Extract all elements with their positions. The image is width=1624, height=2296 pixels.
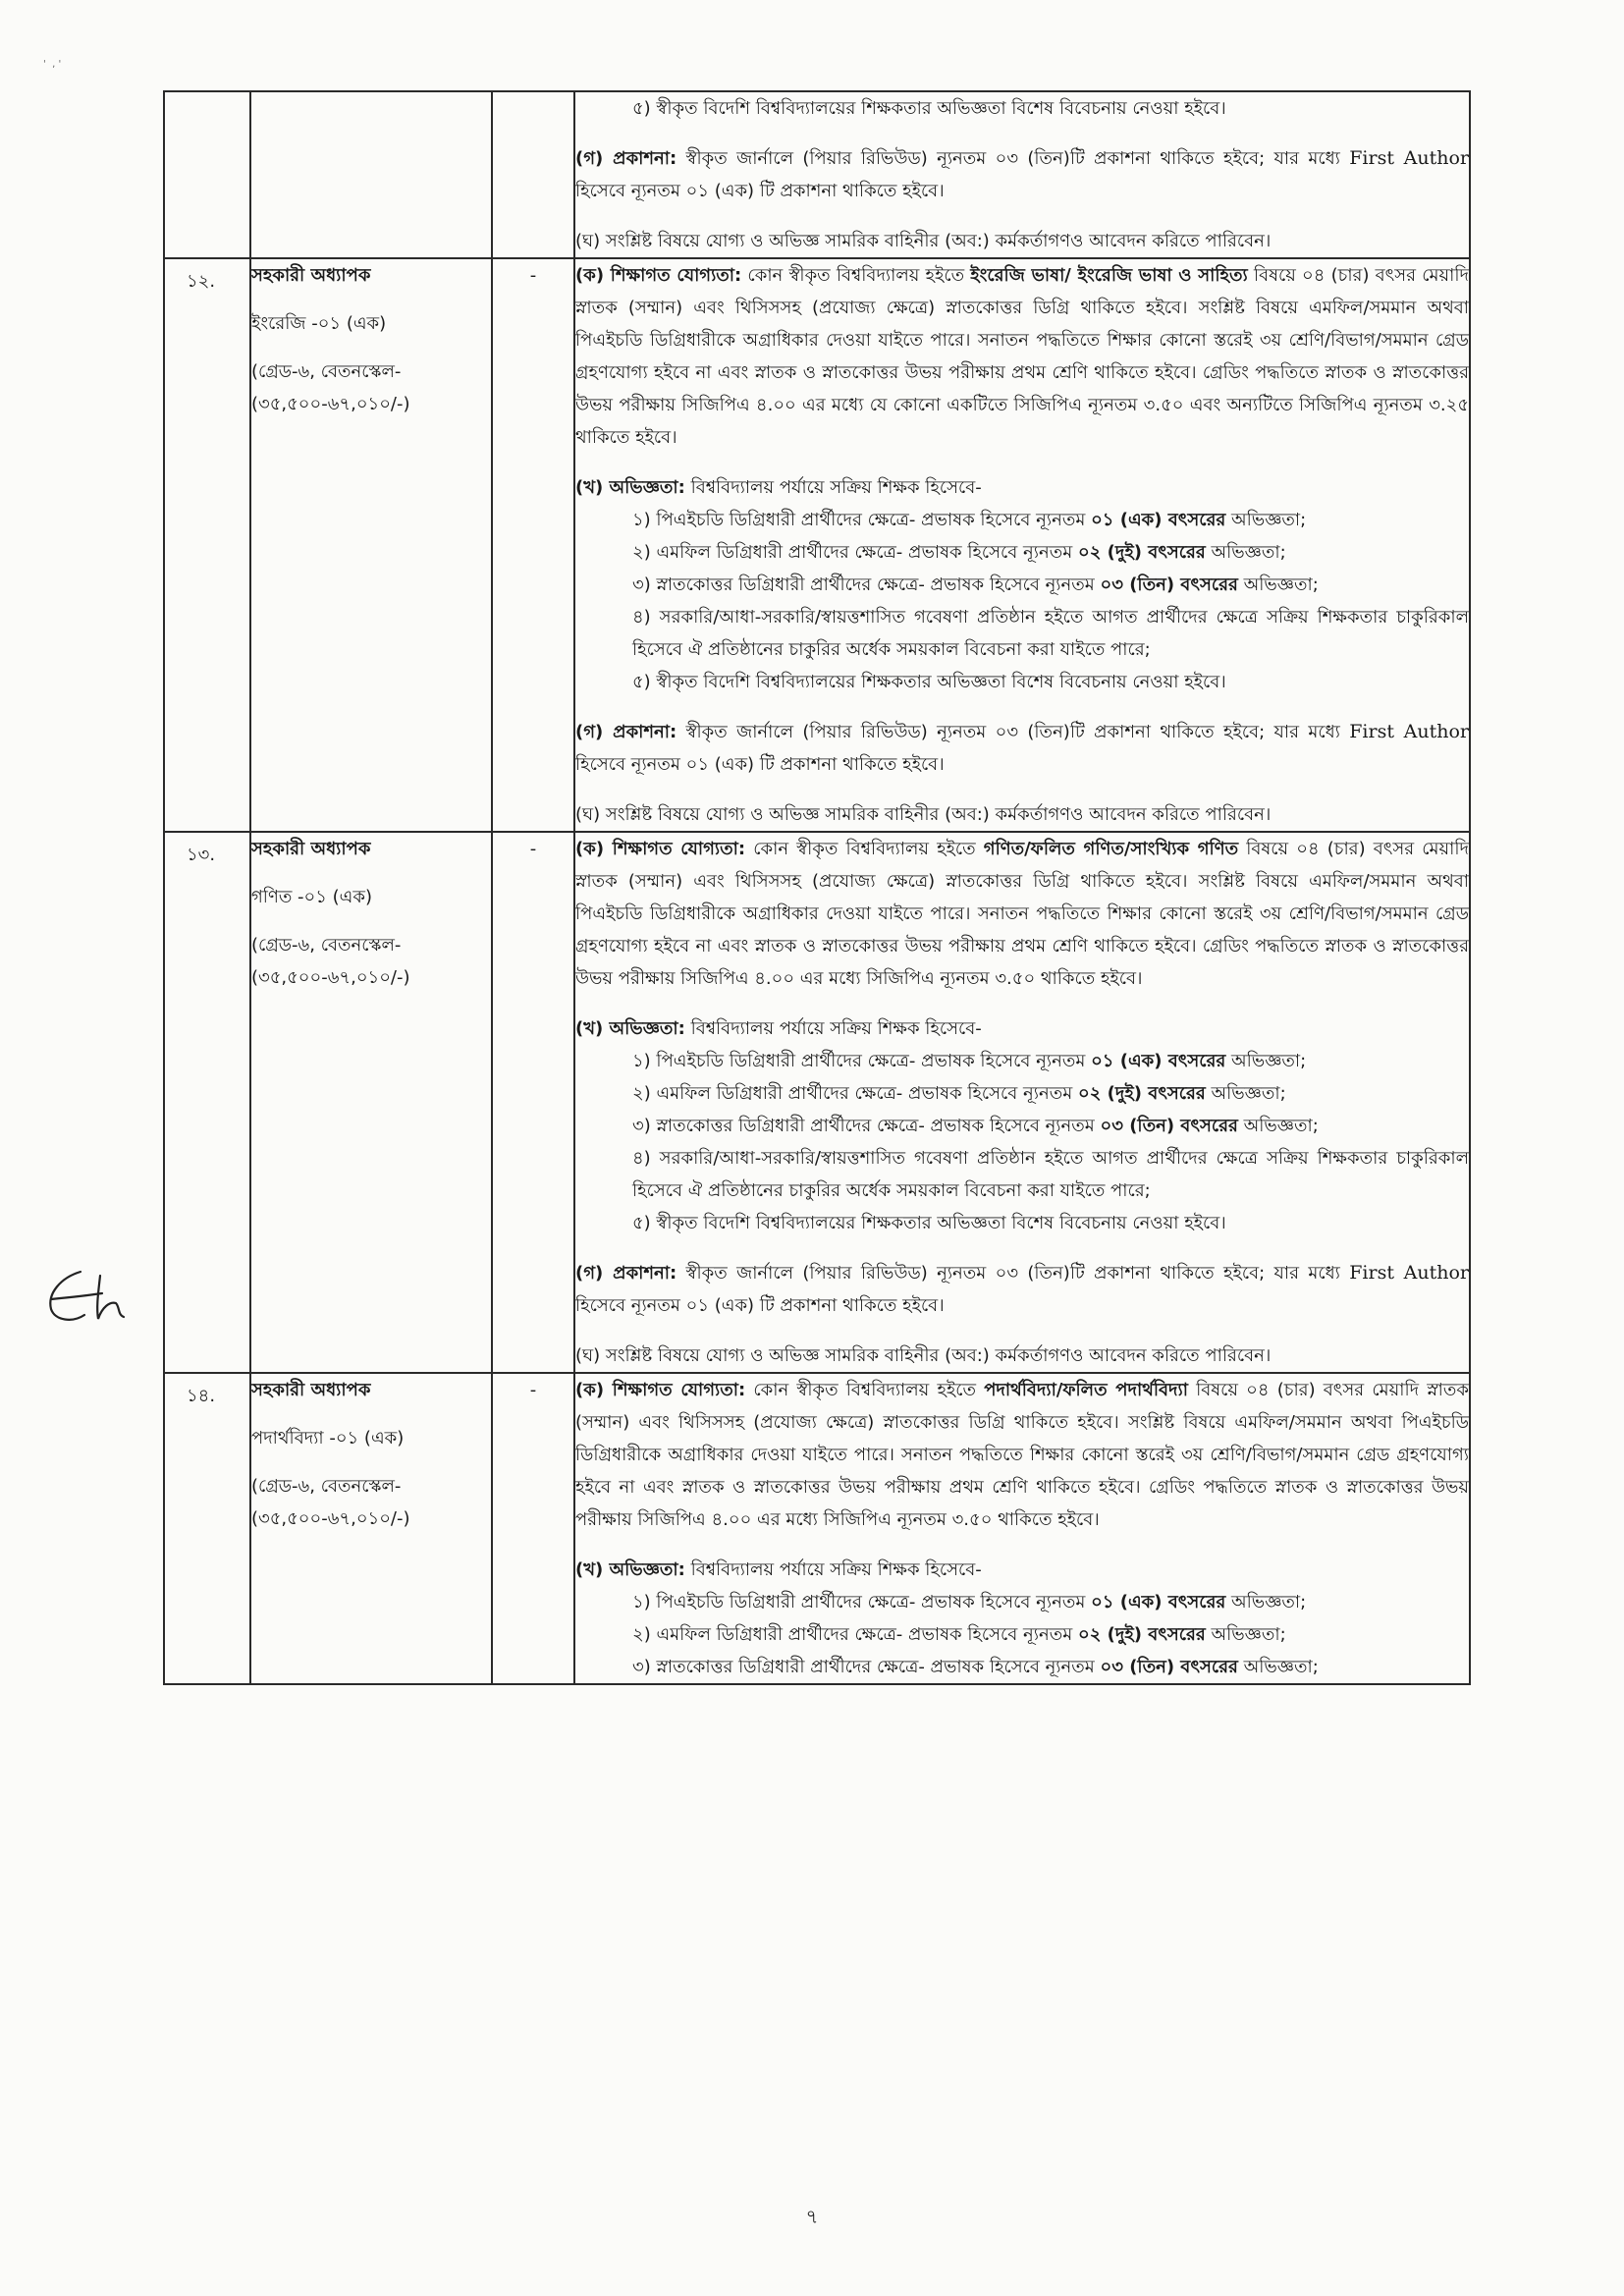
post-subject: পদার্থবিদ্যা -০১ (এক) (251, 1428, 405, 1449)
serial-number: ১৩. (187, 845, 216, 865)
scan-specks: ' , ' (43, 59, 62, 70)
serial-number: ১৪. (187, 1386, 216, 1406)
dash-cell: - (492, 832, 574, 1373)
details-cell (574, 832, 1470, 1373)
experience-item-3: ৩) স্নাতকোত্তর ডিগ্রিধারী প্রার্থীদের ক্ষেত্রে- প্রভাষক হিসেবে ন্যূনতম ০৩ (তিন) বৎসরের অভিজ্ঞতা; (632, 1116, 1319, 1136)
grade-line-1: (গ্রেড-৬, বেতনস্কেল- (251, 935, 402, 956)
education-section (575, 833, 1469, 995)
publication-section (575, 142, 1469, 207)
experience-item-1: ১) পিএইচডি ডিগ্রিধারী প্রার্থীদের ক্ষেত্রে- প্রভাষক হিসেবে ন্যূনতম ০১ (এক) বৎসরের অভিজ্ঞতা; (632, 510, 1307, 530)
grade-line-2: (৩৫,৫০০-৬৭,০১০/-) (251, 1508, 410, 1529)
serial-cell (164, 91, 250, 258)
experience-intro: বিশ্ববিদ্যালয় পর্যায়ে সক্রিয় শিক্ষক হিসেবে- (690, 1559, 982, 1580)
experience-section (575, 1554, 1469, 1683)
experience-item-3: ৩) স্নাতকোত্তর ডিগ্রিধারী প্রার্থীদের ক্ষেত্রে- প্রভাষক হিসেবে ন্যূনতম ০৩ (তিন) বৎসরের অভিজ্ঞতা; (632, 1657, 1319, 1677)
military-note: (ঘ) সংশ্লিষ্ট বিষয়ে যোগ্য ও অভিজ্ঞ সামরিক বাহিনীর (অব:) কর্মকর্তাগণও আবেদন করিতে পারিবেন। (575, 1345, 1272, 1366)
table-row (164, 1373, 1470, 1684)
experience-intro: বিশ্ববিদ্যালয় পর্যায়ে সক্রিয় শিক্ষক হিসেবে- (690, 1018, 982, 1039)
education-pre: কোন স্বীকৃত বিশ্ববিদ্যালয় হইতে (747, 265, 965, 286)
education-section (575, 1374, 1469, 1536)
details-cell (574, 1373, 1470, 1684)
publication-section: (গ) প্রকাশনা: স্বীকৃত জার্নালে (পিয়ার রিভিউড) ন্যূনতম ০৩ (তিন)টি প্রকাশনা থাকিতে হইবে; যার মধ্যে First Author হিসেবে ন্যূনতম ০১ (এক) টি প্রকাশনা থাকিতে হইবে। (575, 1262, 1469, 1316)
experience-item-3: ৩) স্নাতকোত্তর ডিগ্রিধারী প্রার্থীদের ক্ষেত্রে- প্রভাষক হিসেবে ন্যূনতম ০৩ (তিন) বৎসরের অভিজ্ঞতা; (632, 574, 1319, 595)
experience-item-4: ৪) সরকারি/আধা-সরকারি/স্বায়ত্তশাসিত গবেষণা প্রতিষ্ঠান হইতে আগত প্রার্থীদের ক্ষেত্রে সক্রিয় শিক্ষকতার চাকুরিকাল হিসেবে ঐ প্রতিষ্ঠানের চাকুরির অর্ধেক সময়কাল বিবেচনা করা যাইতে পারে; (632, 1148, 1469, 1201)
experience-label: (খ) অভিজ্ঞতা: (575, 1018, 685, 1039)
grade-line-1: (গ্রেড-৬, বেতনস্কেল- (251, 1476, 402, 1497)
qualification-table (163, 90, 1471, 1685)
publication-text-2: হিসেবে ন্যূনতম ০১ (এক) টি প্রকাশনা থাকিতে হইবে। (575, 181, 945, 201)
first-author-text: First Author (1349, 147, 1469, 169)
page-number: ৭ (805, 2205, 819, 2228)
experience-item-4: ৪) সরকারি/আধা-সরকারি/স্বায়ত্তশাসিত গবেষণা প্রতিষ্ঠান হইতে আগত প্রার্থীদের ক্ষেত্রে সক্রিয় শিক্ষকতার চাকুরিকাল হিসেবে ঐ প্রতিষ্ঠানের চাকুরির অর্ধেক সময়কাল বিবেচনা করা যাইতে পারে; (632, 607, 1469, 660)
education-subject: গণিত/ফলিত গণিত/সাংখ্যিক গণিত (983, 839, 1239, 859)
experience-item-2: ২) এমফিল ডিগ্রিধারী প্রার্থীদের ক্ষেত্রে- প্রভাষক হিসেবে ন্যূনতম ০২ (দুই) বৎসরের অভিজ্ঞতা; (632, 542, 1286, 563)
education-label: (ক) শিক্ষাগত যোগ্যতা: (575, 1380, 746, 1400)
experience-item-5: ৫) স্বীকৃত বিদেশি বিশ্ববিদ্যালয়ের শিক্ষকতার অভিজ্ঞতা বিশেষ বিবেচনায় নেওয়া হইবে। (632, 1213, 1226, 1233)
grade-line-1: (গ্রেড-৬, বেতনস্কেল- (251, 361, 402, 382)
education-text: বিষয়ে ০৪ (চার) বৎসর মেয়াদি স্নাতক (সম্মান) এবং থিসিসসহ (প্রযোজ্য ক্ষেত্রে) স্নাতকোত্তর ডিগ্রি থাকিতে হইবে। সংশ্লিষ্ট বিষয়ে এমফিল/সমমান অথবা পিএইচডি ডিগ্রিধারীকে অগ্রাধিকার দেওয়া যাইতে পারে। সনাতন পদ্ধতিতে শিক্ষার কোনো স্তরেই ৩য় শ্রেণি/বিভাগ/সমমান গ্রেড গ্রহণযোগ্য হইবে না এবং স্নাতক ও স্নাতকোত্তর উভয় পরীক্ষায় প্রথম শ্রেণি থাকিতে হইবে। গ্রেডিং পদ্ধতিতে স্নাতক ও স্নাতকোত্তর উভয় পরীক্ষায় সিজিপিএ ৪.০০ এর মধ্যে সিজিপিএ ন্যূনতম ৩.৫০ থাকিতে হইবে। (575, 839, 1469, 989)
education-label: (ক) শিক্ষাগত যোগ্যতা: (575, 265, 742, 286)
education-label: (ক) শিক্ষাগত যোগ্যতা: (575, 839, 746, 859)
military-note: (ঘ) সংশ্লিষ্ট বিষয়ে যোগ্য ও অভিজ্ঞ সামরিক বাহিনীর (অব:) কর্মকর্তাগণও আবেদন করিতে পারিবেন। (575, 231, 1272, 251)
table-row-continuation (164, 91, 1470, 258)
experience-item-5: ৫) স্বীকৃত বিদেশি বিশ্ববিদ্যালয়ের শিক্ষকতার অভিজ্ঞতা বিশেষ বিবেচনায় নেওয়া হইবে। (632, 98, 1226, 119)
handwritten-initials (41, 1264, 149, 1333)
post-title: সহকারী অধ্যাপক (251, 1380, 371, 1400)
experience-item-2: ২) এমফিল ডিগ্রিধারী প্রার্থীদের ক্ষেত্রে- প্রভাষক হিসেবে ন্যূনতম ০২ (দুই) বৎসরের অভিজ্ঞতা; (632, 1624, 1286, 1645)
details-cell (574, 91, 1470, 258)
table-row (164, 832, 1470, 1373)
post-title: সহকারী অধ্যাপক (251, 265, 371, 286)
experience-item-5: ৫) স্বীকৃত বিদেশি বিশ্ববিদ্যালয়ের শিক্ষকতার অভিজ্ঞতা বিশেষ বিবেচনায় নেওয়া হইবে। (632, 672, 1226, 692)
education-subject: ইংরেজি ভাষা/ ইংরেজি ভাষা ও সাহিত্য (970, 265, 1248, 286)
experience-intro: বিশ্ববিদ্যালয় পর্যায়ে সক্রিয় শিক্ষক হিসেবে- (690, 477, 982, 498)
publication-label: (গ) প্রকাশনা: (575, 148, 677, 169)
experience-label: (খ) অভিজ্ঞতা: (575, 477, 685, 498)
education-pre: কোন স্বীকৃত বিশ্ববিদ্যালয় হইতে (753, 839, 976, 859)
military-note: (ঘ) সংশ্লিষ্ট বিষয়ে যোগ্য ও অভিজ্ঞ সামরিক বাহিনীর (অব:) কর্মকর্তাগণও আবেদন করিতে পারিবেন। (575, 804, 1272, 825)
post-title: সহকারী অধ্যাপক (251, 839, 371, 859)
education-text: বিষয়ে ০৪ (চার) বৎসর মেয়াদি স্নাতক (সম্মান) এবং থিসিসসহ (প্রযোজ্য ক্ষেত্রে) স্নাতকোত্তর ডিগ্রি থাকিতে হইবে। সংশ্লিষ্ট বিষয়ে এমফিল/সমমান অথবা পিএইচডি ডিগ্রিধারীকে অগ্রাধিকার দেওয়া যাইতে পারে। সনাতন পদ্ধতিতে শিক্ষার কোনো স্তরেই ৩য় শ্রেণি/বিভাগ/সমমান গ্রেড গ্রহণযোগ্য হইবে না এবং স্নাতক ও স্নাতকোত্তর উভয় পরীক্ষায় প্রথম শ্রেণি থাকিতে হইবে। গ্রেডিং পদ্ধতিতে স্নাতক ও স্নাতকোত্তর উভয় পরীক্ষায় সিজিপিএ ৪.০০ এর মধ্যে সিজিপিএ ন্যূনতম ৩.৫০ থাকিতে হইবে। (575, 1380, 1469, 1530)
grade-line-2: (৩৫,৫০০-৬৭,০১০/-) (251, 394, 410, 414)
education-text: বিষয়ে ০৪ (চার) বৎসর মেয়াদি স্নাতক (সম্মান) এবং থিসিসসহ (প্রযোজ্য ক্ষেত্রে) স্নাতকোত্তর ডিগ্রি থাকিতে হইবে। সংশ্লিষ্ট বিষয়ে এমফিল/সমমান অথবা পিএইচডি ডিগ্রিধারীকে অগ্রাধিকার দেওয়া যাইতে পারে। সনাতন পদ্ধতিতে শিক্ষার কোনো স্তরেই ৩য় শ্রেণি/বিভাগ/সমমান গ্রেড গ্রহণযোগ্য হইবে না এবং স্নাতক ও স্নাতকোত্তর উভয় পরীক্ষায় প্রথম শ্রেণি থাকিতে হইবে। গ্রেডিং পদ্ধতিতে স্নাতক ও স্নাতকোত্তর উভয় পরীক্ষায় সিজিপিএ ৪.০০ এর মধ্যে যে কোনো একটিতে সিজিপিএ ন্যূনতম ৩.৫০ এবং অন্যটিতে সিজিপিএ ন্যূনতম ৩.২৫ থাকিতে হইবে। (575, 265, 1469, 448)
experience-item-2: ২) এমফিল ডিগ্রিধারী প্রার্থীদের ক্ষেত্রে- প্রভাষক হিসেবে ন্যূনতম ০২ (দুই) বৎসরের অভিজ্ঞতা; (632, 1083, 1286, 1104)
experience-label: (খ) অভিজ্ঞতা: (575, 1559, 685, 1580)
experience-section (575, 471, 1469, 698)
education-subject: পদার্থবিদ্যা/ফলিত পদার্থবিদ্যা (984, 1380, 1188, 1400)
publication-section: (গ) প্রকাশনা: স্বীকৃত জার্নালে (পিয়ার রিভিউড) ন্যূনতম ০৩ (তিন)টি প্রকাশনা থাকিতে হইবে; যার মধ্যে First Author হিসেবে ন্যূনতম ০১ (এক) টি প্রকাশনা থাকিতে হইবে। (575, 721, 1469, 775)
post-subject: গণিত -০১ (এক) (251, 887, 372, 907)
publication-text: স্বীকৃত জার্নালে (পিয়ার রিভিউড) ন্যূনতম ০৩ (তিন)টি প্রকাশনা থাকিতে হইবে; যার মধ্যে (685, 148, 1340, 169)
details-cell (574, 258, 1470, 832)
post-cell (250, 832, 492, 1373)
dash-cell: - (492, 258, 574, 832)
education-section (575, 259, 1469, 454)
post-cell (250, 1373, 492, 1684)
grade-line-2: (৩৫,৫০০-৬৭,০১০/-) (251, 967, 410, 988)
first-author-text: First Author (1349, 1262, 1469, 1284)
experience-item-1: ১) পিএইচডি ডিগ্রিধারী প্রার্থীদের ক্ষেত্রে- প্রভাষক হিসেবে ন্যূনতম ০১ (এক) বৎসরের অভিজ্ঞতা; (632, 1051, 1307, 1071)
education-pre: কোন স্বীকৃত বিশ্ববিদ্যালয় হইতে (753, 1380, 977, 1400)
dash-cell: - (492, 1373, 574, 1684)
experience-item-1: ১) পিএইচডি ডিগ্রিধারী প্রার্থীদের ক্ষেত্রে- প্রভাষক হিসেবে ন্যূনতম ০১ (এক) বৎসরের অভিজ্ঞতা; (632, 1592, 1307, 1613)
post-subject: ইংরেজি -০১ (এক) (251, 313, 387, 334)
post-cell (250, 258, 492, 832)
table-row (164, 258, 1470, 832)
first-author-text: First Author (1349, 721, 1469, 742)
dash-cell (492, 91, 574, 258)
experience-section (575, 1012, 1469, 1239)
post-cell (250, 91, 492, 258)
serial-number: ১২. (187, 271, 216, 292)
